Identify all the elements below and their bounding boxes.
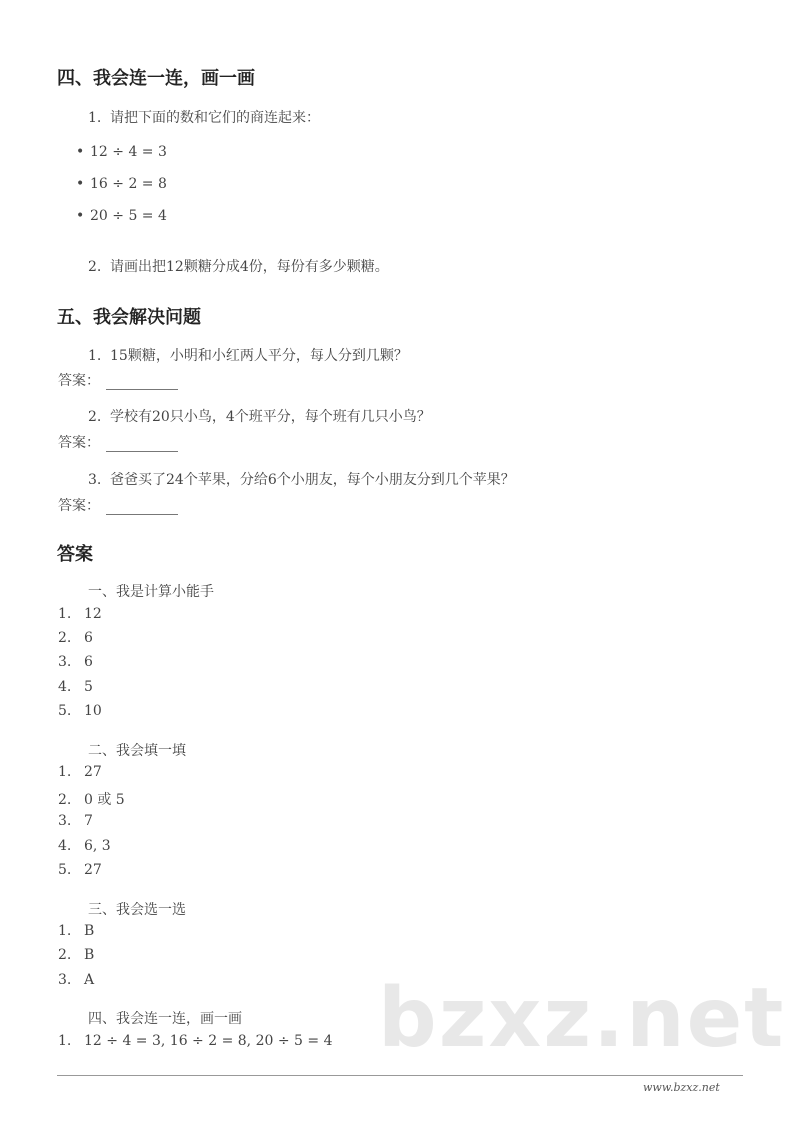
question-text: 请把下面的数和它们的商连起来： [110,110,320,126]
question-text: 爸爸买了24个苹果，分给6个小朋友，每个小朋友分到几个苹果？ [110,472,515,488]
section-4-question-2 [88,256,389,276]
answer-line [58,495,178,515]
answer-item [58,972,94,988]
answer-label: 答案： [58,498,100,514]
item-value: A [84,972,95,988]
section-4-heading: 四、我会连一连，画一画 [57,68,255,89]
item-value: 6, 3 [84,838,111,854]
question-number: 2. [88,409,102,425]
answer-item [58,789,125,809]
item-number: 1. [58,1033,72,1049]
answer-item [58,679,93,695]
answers-part-1-title: 一、我是计算小能手 [88,584,214,600]
answer-blank[interactable] [106,437,178,452]
bullet-item [76,144,167,160]
item-number: 2. [58,630,72,646]
item-number: 3. [58,813,72,829]
item-number: 4. [58,679,72,695]
section-5-question-2 [88,406,431,426]
footer-url[interactable]: www.bzxz.net [643,1081,720,1094]
item-value: 5 [84,679,93,695]
section-4-question-1 [88,107,320,127]
answer-line [58,432,178,452]
answer-item [58,764,102,780]
answer-item [58,654,93,670]
question-number: 3. [88,472,102,488]
item-value: 27 [84,862,102,878]
answers-part-4-title: 四、我会连一连，画一画 [88,1011,242,1027]
watermark: bzxz.net [378,971,786,1066]
answer-item [58,630,93,646]
item-number: 2. [58,792,72,808]
item-number: 1. [58,923,72,939]
item-value: 12 [84,606,102,622]
answer-label: 答案： [58,373,100,389]
item-value: 6 [84,630,93,646]
answers-part-3-title: 三、我会选一选 [88,902,186,918]
question-number: 2. [88,259,102,275]
item-value: 0 或 5 [84,792,125,808]
question-text: 请画出把12颗糖分成4份，每份有多少颗糖。 [110,259,389,275]
bullet-item [76,176,167,192]
item-value: B [84,923,95,939]
answer-item [58,1033,332,1049]
section-5-question-3 [88,469,515,489]
item-value: B [84,947,95,963]
answer-item [58,838,111,854]
bullet-icon: • [76,176,85,192]
bullet-item [76,208,167,224]
bullet-icon: • [76,208,85,224]
section-5-question-1 [88,345,408,365]
item-number: 5. [58,703,72,719]
answer-blank[interactable] [106,375,178,390]
item-number: 1. [58,606,72,622]
question-text: 15颗糖，小明和小红两人平分，每人分到几颗？ [110,348,408,364]
footer-divider [57,1075,743,1076]
section-5-heading: 五、我会解决问题 [57,307,201,328]
bullet-text: 16 ÷ 2 = 8 [90,176,167,192]
bullet-text: 20 ÷ 5 = 4 [90,208,167,224]
item-number: 4. [58,838,72,854]
item-value: 6 [84,654,93,670]
answer-item [58,606,102,622]
answer-item [58,813,93,829]
item-number: 3. [58,654,72,670]
question-number: 1. [88,348,102,364]
question-number: 1. [88,110,102,126]
answer-item [58,947,94,963]
bullet-text: 12 ÷ 4 = 3 [90,144,167,160]
item-number: 3. [58,972,72,988]
answer-line [58,370,178,390]
item-number: 1. [58,764,72,780]
bullet-icon: • [76,144,85,160]
item-value: 12 ÷ 4 = 3, 16 ÷ 2 = 8, 20 ÷ 5 = 4 [84,1033,333,1049]
item-value: 27 [84,764,102,780]
answer-item [58,923,94,939]
answer-label: 答案： [58,435,100,451]
item-number: 5. [58,862,72,878]
answers-part-2-title: 二、我会填一填 [88,743,186,759]
item-value: 7 [84,813,93,829]
question-text: 学校有20只小鸟，4个班平分，每个班有几只小鸟？ [110,409,431,425]
answer-blank[interactable] [106,500,178,515]
answer-item [58,703,102,719]
item-value: 10 [84,703,102,719]
answer-item [58,862,102,878]
answers-heading: 答案 [57,544,93,565]
item-number: 2. [58,947,72,963]
